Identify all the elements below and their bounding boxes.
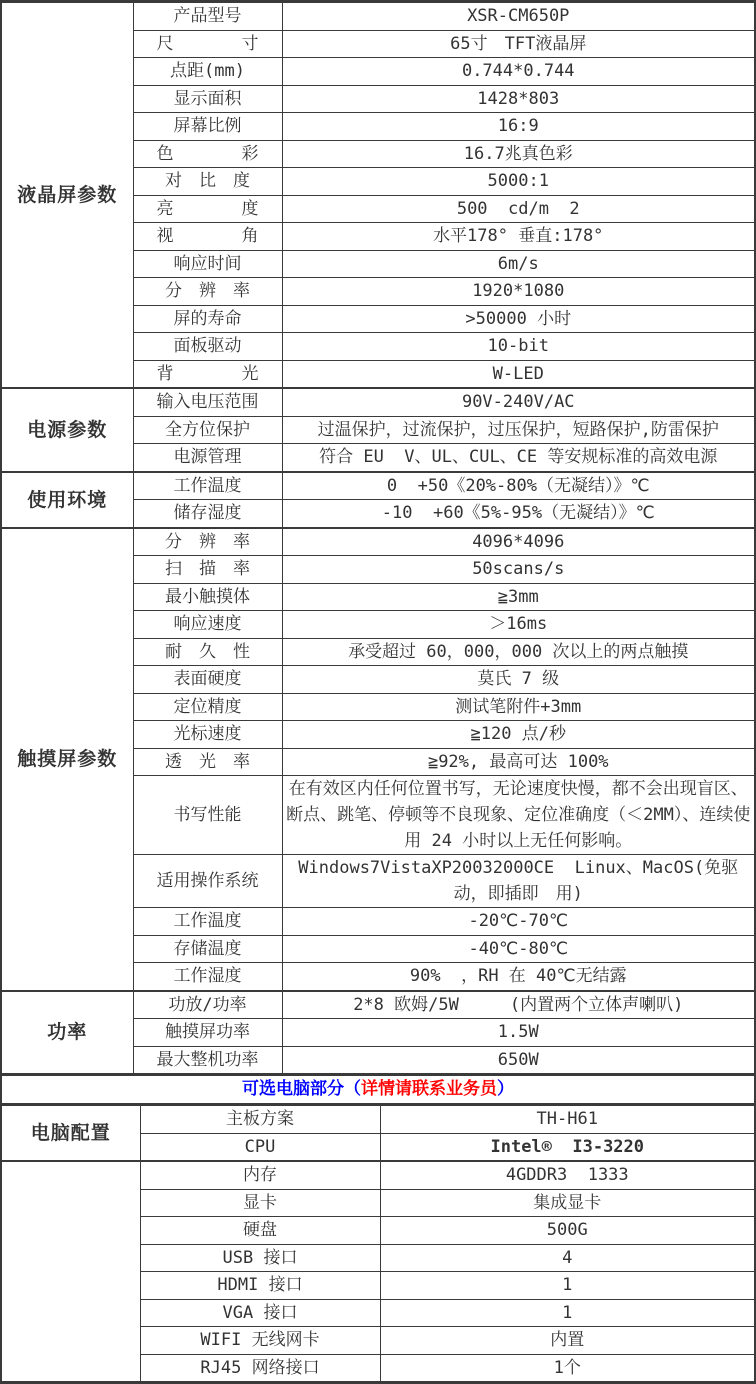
spec-label-cell: 定位精度 — [133, 693, 282, 721]
spec-row — [2, 1161, 754, 1189]
spec-table-display — [2, 2, 754, 1074]
spec-row — [2, 528, 754, 556]
spec-value-cell: ＞16ms — [282, 611, 754, 639]
section-group-label — [2, 1161, 140, 1382]
spec-label-cell: 主板方案 — [140, 1106, 380, 1134]
spec-value-cell: 内置 — [380, 1327, 754, 1355]
spec-value-cell: 1 — [380, 1272, 754, 1300]
section-group-label: 液晶屏参数 — [2, 3, 133, 389]
spec-value-cell: -10 +60《5%-95%（无凝结）》℃ — [282, 500, 754, 528]
banner-contact-note: 详情请联系业务员 — [361, 1079, 497, 1099]
spec-label-cell: 最小触摸体 — [133, 583, 282, 611]
spec-label-cell: WIFI 无线网卡 — [140, 1327, 380, 1355]
spec-table-display-body — [2, 3, 754, 1074]
spec-value-cell: 集成显卡 — [380, 1189, 754, 1217]
spec-value-cell: 在有效区内任何位置书写，无论速度快慢，都不会出现盲区、断点、跳笔、停顿等不良现象、定位准确度（＜2MM）、连续使用 24 小时以上无任何影响。 — [282, 776, 754, 855]
spec-label-cell: 功放/功率 — [133, 991, 282, 1019]
spec-label-cell: 全方位保护 — [133, 416, 282, 444]
spec-value-cell: 65寸 TFT液晶屏 — [282, 30, 754, 58]
spec-label-cell: 对 比 度 — [133, 168, 282, 196]
spec-value-cell: Windows7VistaXP20032000CE Linux、MacOS(免驱动，即插即 用) — [282, 855, 754, 908]
spec-value-cell: 测试笔附件+3mm — [282, 693, 754, 721]
spec-label-cell: 工作湿度 — [133, 963, 282, 991]
spec-value-cell: 5000:1 — [282, 168, 754, 196]
spec-value-cell: 1.5W — [282, 1019, 754, 1047]
spec-value-cell: 500 cd/m 2 — [282, 195, 754, 223]
spec-label-cell: 尺 寸 — [133, 30, 282, 58]
spec-label-cell: CPU — [140, 1133, 380, 1161]
banner-paren-close-icon: ） — [497, 1079, 514, 1099]
spec-row — [2, 388, 754, 416]
spec-value-cell: >50000 小时 — [282, 305, 754, 333]
spec-label-cell: 光标速度 — [133, 721, 282, 749]
spec-value-cell: 1428*803 — [282, 85, 754, 113]
spec-label-cell: 产品型号 — [133, 3, 282, 31]
spec-value-cell: 4096*4096 — [282, 528, 754, 556]
spec-label-cell: 屏幕比例 — [133, 113, 282, 141]
spec-label-cell: 色 彩 — [133, 140, 282, 168]
spec-value-cell: 10-bit — [282, 333, 754, 361]
spec-label-cell: 响应速度 — [133, 611, 282, 639]
spec-label-cell: 工作温度 — [133, 472, 282, 500]
optional-pc-banner — [2, 1074, 754, 1105]
banner-title: 可选电脑部分 — [242, 1079, 344, 1099]
spec-label-cell: 最大整机功率 — [133, 1046, 282, 1074]
spec-value-cell: 4 — [380, 1244, 754, 1272]
spec-value-cell: -40℃-80℃ — [282, 935, 754, 963]
spec-label-cell: 亮 度 — [133, 195, 282, 223]
spec-value-cell: 过温保护，过流保护，过压保护，短路保护,防雷保护 — [282, 416, 754, 444]
section-group-label: 功率 — [2, 991, 133, 1074]
spec-value-cell: 符合 EU V、UL、CUL、CE 等安规标准的高效电源 — [282, 444, 754, 472]
spec-label-cell: 显卡 — [140, 1189, 380, 1217]
spec-label-cell: USB 接口 — [140, 1244, 380, 1272]
spec-value-cell: 50scans/s — [282, 556, 754, 584]
spec-label-cell: 工作温度 — [133, 908, 282, 936]
spec-value-cell: 500G — [380, 1217, 754, 1245]
spec-value-cell: 1920*1080 — [282, 278, 754, 306]
spec-value-cell: TH-H61 — [380, 1106, 754, 1134]
spec-value-cell: ≧120 点/秒 — [282, 721, 754, 749]
spec-label-cell: 书写性能 — [133, 776, 282, 855]
section-group-label: 电脑配置 — [2, 1106, 140, 1162]
spec-label-cell: 分 辨 率 — [133, 278, 282, 306]
spec-value-cell: 1个 — [380, 1354, 754, 1382]
spec-row — [2, 991, 754, 1019]
spec-value-cell: 0 +50《20%-80%（无凝结）》℃ — [282, 472, 754, 500]
spec-value-cell: 0.744*0.744 — [282, 58, 754, 86]
spec-label-cell: 表面硬度 — [133, 666, 282, 694]
spec-value-cell: 水平178° 垂直:178° — [282, 223, 754, 251]
spec-value-cell: 承受超过 60，000，000 次以上的两点触摸 — [282, 638, 754, 666]
banner-paren-open-icon: （ — [344, 1079, 361, 1099]
spec-value-cell: 6m/s — [282, 250, 754, 278]
spec-label-cell: 透 光 率 — [133, 748, 282, 776]
spec-label-cell: 硬盘 — [140, 1217, 380, 1245]
spec-label-cell: 内存 — [140, 1161, 380, 1189]
spec-row — [2, 3, 754, 31]
spec-value-cell: Intel® I3-3220 — [380, 1133, 754, 1161]
spec-label-cell: 扫 描 率 — [133, 556, 282, 584]
section-group-label: 使用环境 — [2, 472, 133, 528]
spec-label-cell: 存储温度 — [133, 935, 282, 963]
spec-label-cell: 分 辨 率 — [133, 528, 282, 556]
spec-value-cell: 90V-240V/AC — [282, 388, 754, 416]
spec-value-cell: 2*8 欧姆/5W (内置两个立体声喇叭) — [282, 991, 754, 1019]
spec-value-cell: ≧92%, 最高可达 100% — [282, 748, 754, 776]
spec-value-cell: 16:9 — [282, 113, 754, 141]
spec-label-cell: 屏的寿命 — [133, 305, 282, 333]
spec-label-cell: HDMI 接口 — [140, 1272, 380, 1300]
spec-label-cell: 点距(mm) — [133, 58, 282, 86]
spec-value-cell: 16.7兆真色彩 — [282, 140, 754, 168]
spec-label-cell: 输入电压范围 — [133, 388, 282, 416]
spec-label-cell: 触摸屏功率 — [133, 1019, 282, 1047]
spec-value-cell: 4GDDR3 1333 — [380, 1161, 754, 1189]
spec-label-cell: 电源管理 — [133, 444, 282, 472]
spec-label-cell: 视 角 — [133, 223, 282, 251]
spec-label-cell: 储存湿度 — [133, 500, 282, 528]
spec-value-cell: 90% ，RH 在 40℃无结露 — [282, 963, 754, 991]
spec-value-cell: XSR-CM650P — [282, 3, 754, 31]
spec-row — [2, 1106, 754, 1134]
spec-value-cell: 1 — [380, 1299, 754, 1327]
spec-label-cell: 背 光 — [133, 360, 282, 388]
spec-label-cell: 耐 久 性 — [133, 638, 282, 666]
spec-value-cell: 莫氏 7 级 — [282, 666, 754, 694]
spec-value-cell: W-LED — [282, 360, 754, 388]
spec-value-cell: ≧3mm — [282, 583, 754, 611]
spec-table-computer-body — [2, 1106, 754, 1382]
spec-table-computer — [2, 1105, 754, 1382]
spec-label-cell: 显示面积 — [133, 85, 282, 113]
spec-row — [2, 472, 754, 500]
section-group-label: 触摸屏参数 — [2, 528, 133, 991]
spec-label-cell: 响应时间 — [133, 250, 282, 278]
spec-label-cell: 面板驱动 — [133, 333, 282, 361]
spec-label-cell: VGA 接口 — [140, 1299, 380, 1327]
spec-label-cell: RJ45 网络接口 — [140, 1354, 380, 1382]
spec-value-cell: 650W — [282, 1046, 754, 1074]
section-group-label: 电源参数 — [2, 388, 133, 472]
spec-label-cell: 适用操作系统 — [133, 855, 282, 908]
spec-value-cell: -20℃-70℃ — [282, 908, 754, 936]
